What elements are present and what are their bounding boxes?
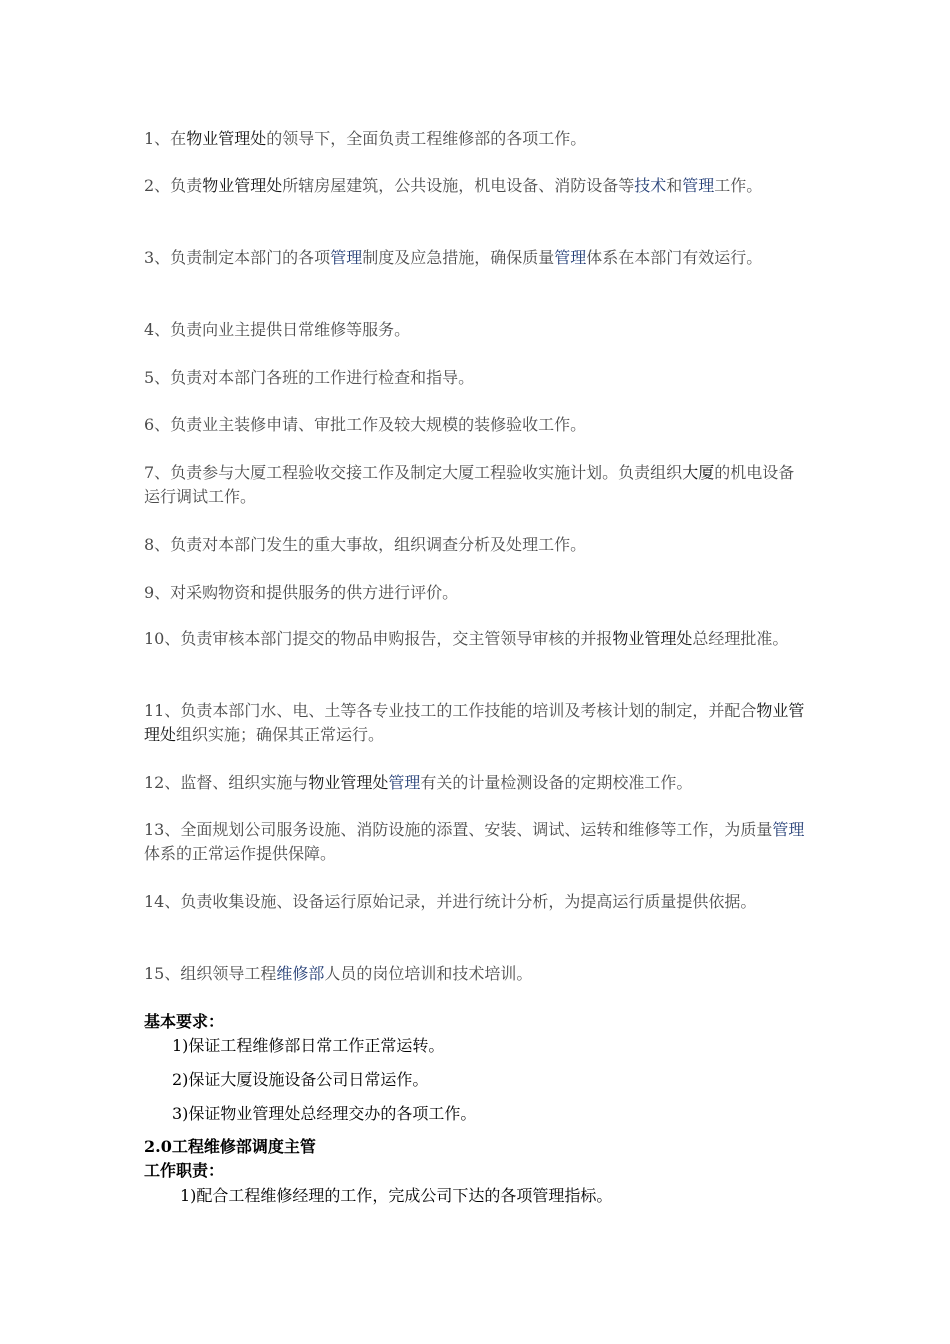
duty-text-segment: 3、负责制定本部门的各项 [144, 248, 331, 267]
duty-item [144, 890, 809, 914]
duty-item [144, 246, 809, 270]
duty-text-segment: 5、负责对本部门各班的工作进行检查和指导。 [144, 368, 475, 387]
duty-item [144, 461, 809, 509]
duty-item [144, 818, 809, 866]
duty-text-segment: 15、组织领导工程 [144, 964, 277, 983]
duty-text-segment: 体系在本部门有效运行。 [586, 248, 763, 267]
requirement-item: 2)保证大厦设施设备公司日常运作。 [172, 1070, 429, 1089]
duty-text-segment: 物业管理处 [202, 176, 283, 195]
duty-text-segment: 物业管理处 [308, 773, 389, 792]
duty-text-segment: 14、负责收集设施、设备运行原始记录，并进行统计分析，为提高运行质量提供依据。 [144, 892, 757, 911]
duty-text-segment: 管理 [330, 248, 363, 267]
duty-text-segment: 人员的岗位培训和技术培训。 [324, 964, 533, 983]
duty-text-segment: 物业管理处 [144, 701, 805, 744]
duty-item [144, 366, 809, 390]
duty-text-segment: 维修部 [276, 964, 325, 983]
duty-text-segment: 的领导下，全面负责工程维修部的各项工作。 [266, 129, 587, 148]
duty-item [144, 174, 809, 198]
duty-item [144, 962, 809, 986]
duty-item [144, 699, 809, 747]
duty-text-segment: 2、负责 [144, 176, 203, 195]
duty-text-segment: 技术 [634, 176, 667, 195]
duty-text-segment: 12、监督、组织实施与 [144, 773, 309, 792]
duty-text-segment: 13、全面规划公司服务设施、消防设施的添置、安装、调试、运转和维修等工作，为质量 [144, 820, 773, 839]
requirement-item: 1)保证工程维修部日常工作正常运转。 [172, 1036, 445, 1055]
duty-item [144, 127, 809, 151]
duty-text-segment: 有关的计量检测设备的定期校准工作。 [420, 773, 693, 792]
duty-text-segment: 组织实施；确保其正常运行。 [176, 725, 385, 744]
duty-text-segment: 9、对采购物资和提供服务的供方进行评价。 [144, 583, 459, 602]
duty-text-segment: 的机电设备运行调试工作。 [144, 463, 795, 506]
duty-text-segment: 工作。 [714, 176, 763, 195]
duty-text-segment: 6、负责业主装修申请、审批工作及较大规模的装修验收工作。 [144, 415, 587, 434]
duty-text-segment: 10、负责审核本部门提交的物品申购报告，交主管领导审核的并报 [144, 629, 613, 648]
section-title: 2.0工程维修部调度主管 [144, 1137, 316, 1156]
duty-item [144, 533, 809, 557]
duty-text-segment: 7、负责参与大厦工程验收交接工作及制定大厦工程验收实施计划。负责组织 [144, 463, 683, 482]
duty-text-segment: 总经理批准。 [692, 629, 789, 648]
duty-item [144, 413, 809, 437]
requirements-heading: 基本要求： [144, 1012, 225, 1031]
responsibility-item: 1)配合工程维修经理的工作，完成公司下达的各项管理指标。 [180, 1186, 613, 1205]
duty-text-segment: 所辖房屋建筑，公共设施，机电设备、消防设备等 [282, 176, 635, 195]
duty-text-segment: 体系的正常运作提供保障。 [144, 844, 337, 863]
duty-text-segment: 管理 [682, 176, 715, 195]
duty-text-segment: 管理 [772, 820, 805, 839]
duty-item [144, 581, 809, 605]
duty-item [144, 771, 809, 795]
duty-text-segment: 制度及应急措施，确保质量 [362, 248, 555, 267]
responsibilities-heading: 工作职责： [144, 1161, 225, 1180]
duty-text-segment: 和 [666, 176, 683, 195]
duty-text-segment: 1、在 [144, 129, 187, 148]
requirement-item: 3)保证物业管理处总经理交办的各项工作。 [172, 1104, 477, 1123]
duty-text-segment: 4、负责向业主提供日常维修等服务。 [144, 320, 411, 339]
duty-item [144, 627, 809, 651]
duty-text-segment: 物业管理处 [612, 629, 693, 648]
duty-text-segment: 大厦 [682, 463, 715, 482]
duty-item [144, 318, 809, 342]
duty-text-segment: 物业管理处 [186, 129, 267, 148]
duty-text-segment: 11、负责本部门水、电、土等各专业技工的工作技能的培训及考核计划的制定，并配合 [144, 701, 757, 720]
duty-text-segment: 管理 [388, 773, 421, 792]
duty-text-segment: 管理 [554, 248, 587, 267]
duty-text-segment: 8、负责对本部门发生的重大事故，组织调查分析及处理工作。 [144, 535, 587, 554]
